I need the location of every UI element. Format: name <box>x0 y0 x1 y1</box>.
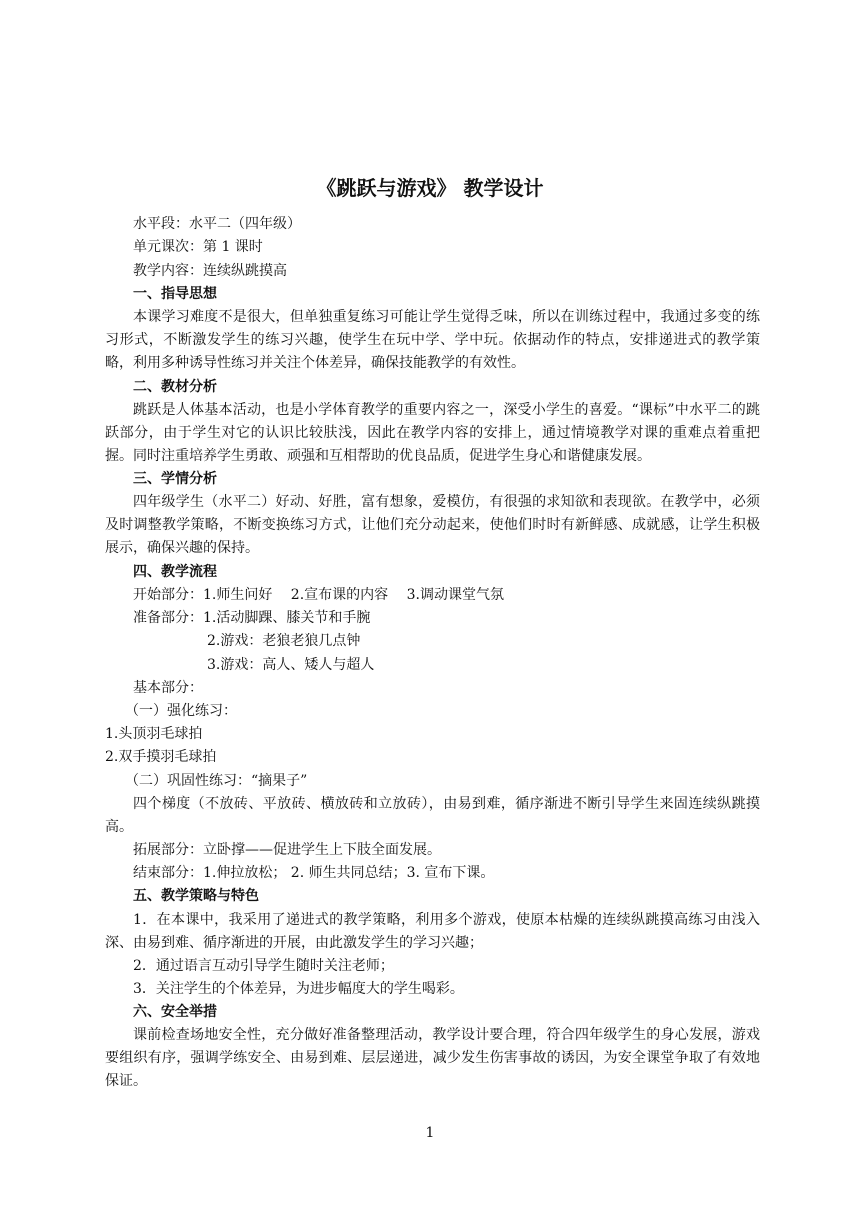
flow-prep-3: 3.游戏：高人、矮人与超人 <box>207 657 375 673</box>
section-para-2: 跳跃是人体基本活动，也是小学体育教学的重要内容之一，深受小学生的喜爱。“课标”中水平二的跳跃部分，由于学生对它的认识比较肤浅，因此在教学内容的安排上，通过情境教学对课的重难点着重把握。同时注重培养学生勇敢、顽强和互相帮助的优良品质，促进学生身心和谐健康发展。 <box>105 402 760 464</box>
section-para-1: 本课学习难度不是很大，但单独重复练习可能让学生觉得乏味，所以在训练过程中，我通过多变的练习形式，不断激发学生的练习兴趣，使学生在玩中学、学中玩。依据动作的特点，安排递进式的教学策略，利用多种诱导性练习并关注个体差异，确保技能教学的有效性。 <box>105 309 760 371</box>
section-heading-1: 一、指导思想 <box>133 286 217 302</box>
flow-sub-2: （二）巩固性练习：“摘果子” <box>125 773 308 789</box>
section-heading-6: 六、安全举措 <box>133 1004 217 1020</box>
section-heading-3: 三、学情分析 <box>133 471 217 487</box>
flow-item-1: 1.头顶羽毛球拍 <box>105 726 203 742</box>
flow-sub-1: （一）强化练习： <box>125 703 237 719</box>
flow-start: 开始部分：1.师生问好 2.宣布课的内容 3.调动课堂气氛 <box>133 587 504 603</box>
section-heading-4: 四、教学流程 <box>133 564 217 580</box>
flow-extend: 拓展部分：立卧撑——促进学生上下肢全面发展。 <box>133 842 441 858</box>
section-heading-2: 二、教材分析 <box>133 379 217 395</box>
meta-level: 水平段：水平二（四年级） <box>133 216 301 232</box>
section-para-3: 四年级学生（水平二）好动、好胜，富有想象，爱模仿，有很强的求知欲和表现欲。在教学中，必须及时调整教学策略，不断变换练习方式，让他们充分动起来，使他们时时有新鲜感、成就感，让学生积极展示，确保兴趣的保持。 <box>105 494 760 556</box>
flow-basic: 基本部分： <box>133 680 203 696</box>
section-heading-5: 五、教学策略与特色 <box>133 888 259 904</box>
meta-lesson: 单元课次：第 1 课时 <box>133 239 263 255</box>
strategy-item-2: 2．通过语言互动引导学生随时关注老师； <box>133 958 394 974</box>
document-title: 《跳跃与游戏》 教学设计 <box>316 176 544 200</box>
strategy-item-3: 3．关注学生的个体差异，为进步幅度大的学生喝彩。 <box>133 981 464 997</box>
flow-end: 结束部分：1.伸拉放松； 2. 师生共同总结；3. 宣布下课。 <box>133 865 495 881</box>
flow-prep-2: 2.游戏：老狼老狼几点钟 <box>207 633 361 649</box>
meta-content: 教学内容：连续纵跳摸高 <box>133 263 287 279</box>
flow-para: 四个梯度（不放砖、平放砖、横放砖和立放砖），由易到难，循序渐进不断引导学生来固连续纵跳摸高。 <box>105 796 760 835</box>
page-number: 1 <box>425 1125 435 1141</box>
flow-prep-1: 准备部分：1.活动脚踝、膝关节和手腕 <box>133 610 371 626</box>
section-para-6: 课前检查场地安全性，充分做好准备整理活动，教学设计要合理，符合四年级学生的身心发展，游戏要组织有序，强调学练安全、由易到难、层层递进，减少发生伤害事故的诱因，为安全课堂争取了有效地保证。 <box>105 1027 760 1089</box>
flow-item-2: 2.双手摸羽毛球拍 <box>105 749 217 765</box>
strategy-item-1: 1．在本课中，我采用了递进式的教学策略，利用多个游戏，使原本枯燥的连续纵跳摸高练习由浅入深、由易到难、循序渐进的开展，由此激发学生的学习兴趣； <box>105 912 760 951</box>
